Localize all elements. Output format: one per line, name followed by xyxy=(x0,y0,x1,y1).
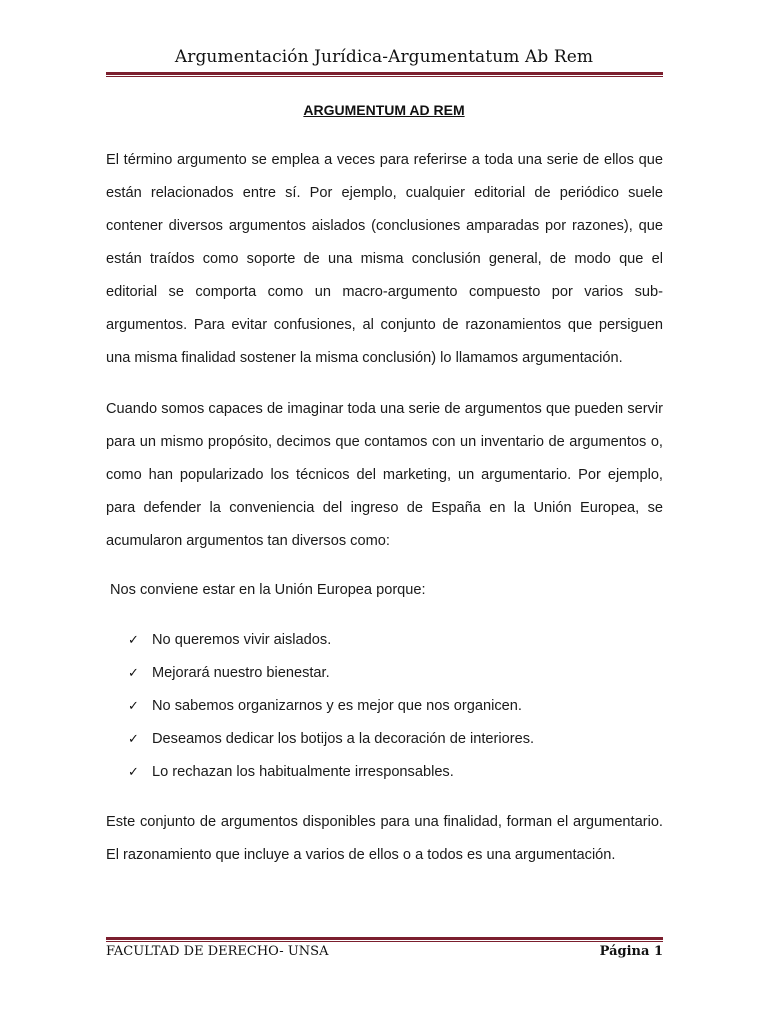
checkmark-icon: ✓ xyxy=(128,666,139,681)
list-item-text: No queremos vivir aislados. xyxy=(152,632,332,648)
paragraph-2: Cuando somos capaces de imaginar toda una serie de argumentos que pueden servir para un mismo propósito, decimos que contamos con un inventario de argumentos o, como han popularizado los técnicos del marketing, un argumentario. Por ejemplo, para defender la conveniencia del ingreso de España en la Unión Europea, se acumularon argumentos tan diversos como: xyxy=(106,401,663,549)
checkmark-icon: ✓ xyxy=(128,765,139,780)
footer-divider xyxy=(106,937,663,942)
checkmark-icon: ✓ xyxy=(128,699,139,714)
footer-page-number: Página 1 xyxy=(599,944,663,959)
list-item-text: Lo rechazan los habitualmente irresponsables. xyxy=(152,764,454,780)
paragraph-3: Este conjunto de argumentos disponibles para una finalidad, forman el argumentario. El razonamiento que incluye a varios de ellos o a todos es una argumentación. xyxy=(106,814,663,863)
list-item xyxy=(128,756,534,789)
list-lead-in: Nos conviene estar en la Unión Europea porque: xyxy=(110,582,426,598)
list-item xyxy=(128,657,534,690)
list-item xyxy=(128,690,534,723)
checkmark-icon: ✓ xyxy=(128,732,139,747)
list-item-text: Mejorará nuestro bienestar. xyxy=(152,665,330,681)
paragraph-1: El término argumento se emplea a veces para referirse a toda una serie de ellos que están relacionados entre sí. Por ejemplo, cualquier editorial de periódico suele contener diversos argumentos aislados (conclusiones amparadas por razones), que están traídos como soporte de una misma conclusión general, de modo que el editorial se comporta como un macro-argumento compuesto por varios sub-argumentos. Para evitar confusiones, al conjunto de razonamientos que persiguen una misma finalidad sostener la misma conclusión) lo llamamos argumentación. xyxy=(106,152,663,366)
list-item-text: No sabemos organizarnos y es mejor que nos organicen. xyxy=(152,698,522,714)
section-title: ARGUMENTUM AD REM xyxy=(303,102,465,118)
checkmark-icon: ✓ xyxy=(128,633,139,648)
list-item xyxy=(128,723,534,756)
header-title: Argumentación Jurídica-Argumentatum Ab Rem xyxy=(174,47,594,67)
list-item xyxy=(128,624,534,657)
list-item-text: Deseamos dedicar los botijos a la decoración de interiores. xyxy=(152,731,535,747)
footer-faculty: FACULTAD DE DERECHO- UNSA xyxy=(106,944,329,959)
header-divider xyxy=(106,72,663,77)
argument-list xyxy=(128,624,534,789)
